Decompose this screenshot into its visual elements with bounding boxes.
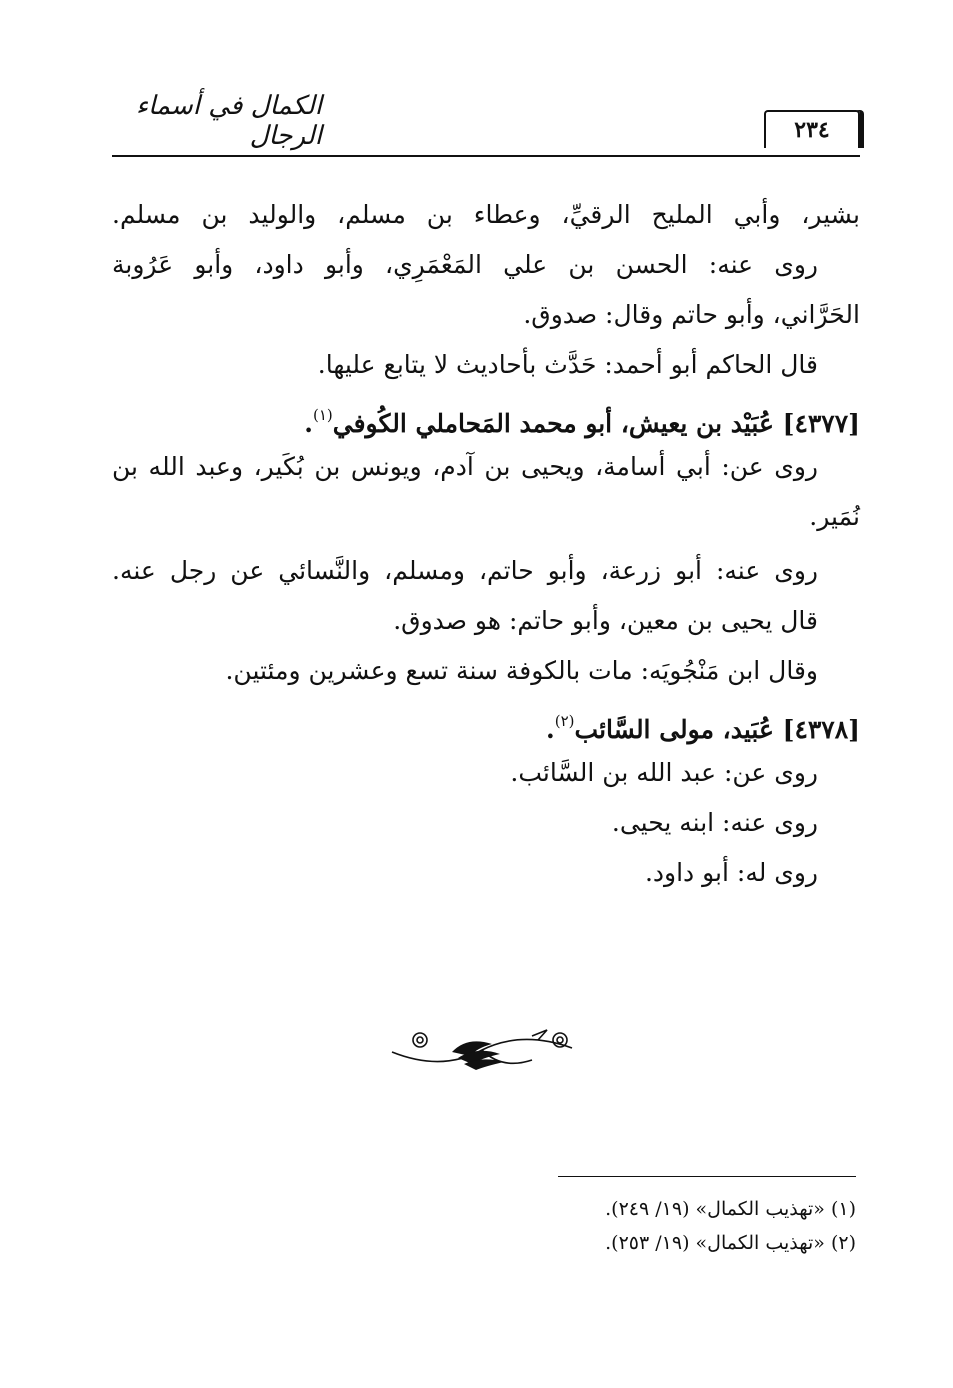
header-rule — [112, 155, 860, 157]
text-line: روى له: أبو داود. — [644, 858, 818, 887]
floral-divider-icon — [382, 1022, 582, 1074]
entry-heading-4377: [٤٣٧٧] عُبَيْد بن يعيش، أبو محمد المَحاملي الكُوفي$^{(١)}$. — [304, 406, 860, 438]
footnote-ref[interactable]: (١) — [312, 406, 333, 424]
entry-name: عُبَيد، مولى السَّائب — [574, 715, 774, 744]
entry-heading-4378: [٤٣٧٨] عُبَيد، مولى السَّائب$^{(٢)}$. — [546, 712, 860, 744]
text-line: روى عنه: ابنه يحيى. — [611, 808, 818, 837]
footnote-ref[interactable]: (٢) — [554, 712, 575, 730]
text-line: نُمَير. — [809, 502, 860, 531]
running-title: الكمال في أسماء الرجال — [135, 91, 322, 151]
page-header — [112, 92, 860, 158]
text-line: قال الحاكم أبو أحمد: حَدَّث بأحاديث لا يتابع عليها. — [317, 350, 818, 379]
text-line: روى عن: عبد الله بن السَّائب. — [510, 758, 818, 787]
text-line: الحَرَّاني، وأبو حاتم وقال: صدوق. — [523, 300, 860, 329]
footnote-2: (٢) «تهذيب الكمال» (١٩/ ٢٥٣). — [605, 1232, 856, 1254]
text-line: روى عن: أبي أسامة، ويحيى بن آدم، ويونس بن بُكَير، وعبد الله بن — [112, 452, 818, 481]
entry-number: [٤٣٧٨] — [782, 715, 860, 744]
text-line: بشير، وأبي المليح الرقيِّ، وعطاء بن مسلم، والوليد بن مسلم. — [112, 200, 860, 229]
footnote-rule — [558, 1176, 856, 1177]
text-line: روى عنه: أبو زرعة، وأبو حاتم، ومسلم، والنَّسائي عن رجل عنه. — [112, 556, 818, 585]
footnote-1: (١) «تهذيب الكمال» (١٩/ ٢٤٩). — [605, 1198, 856, 1220]
entry-number: [٤٣٧٧] — [782, 409, 860, 438]
entry-name: عُبَيْد بن يعيش، أبو محمد المَحاملي الكُوفي — [332, 409, 774, 438]
text-line: وقال ابن مَنْجُويَه: مات بالكوفة سنة تسع وعشرين ومئتين. — [225, 656, 818, 685]
text-line: قال يحيى بن معين، وأبو حاتم: هو صدوق. — [393, 606, 818, 635]
footnotes — [480, 1192, 856, 1260]
text-line: روى عنه: الحسن بن علي المَعْمَرِي، وأبو داود، وأبو عَرُوبة — [112, 250, 818, 279]
page-number: ٢٣٤ — [764, 110, 860, 148]
